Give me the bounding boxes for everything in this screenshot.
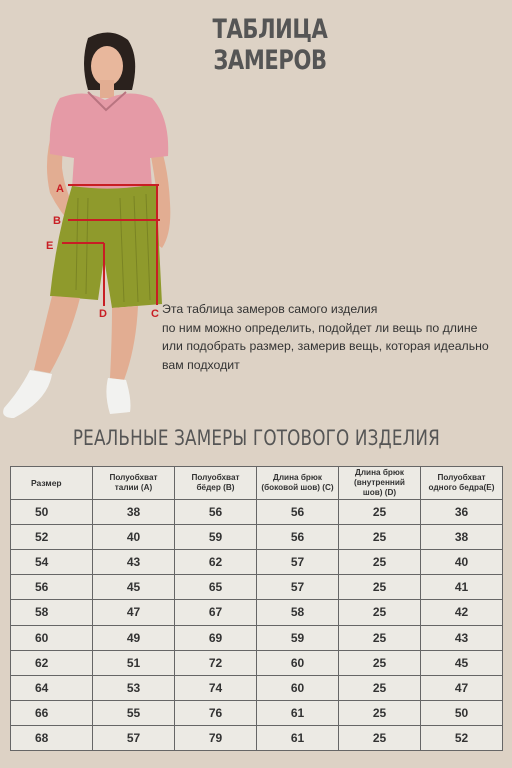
table-subtitle-text: РЕАЛЬНЫЕ ЗАМЕРЫ ГОТОВОГО ИЗДЕЛИЯ (72, 426, 440, 450)
table-header-row (11, 467, 503, 500)
measure-cell: 52 (421, 725, 503, 750)
label-e: E (46, 240, 54, 252)
table-header-cell (175, 467, 257, 500)
measure-cell: 56 (257, 525, 339, 550)
measure-cell: 25 (339, 550, 421, 575)
measure-cell: 25 (339, 700, 421, 725)
measure-cell: 60 (257, 675, 339, 700)
measure-cell: 47 (421, 675, 503, 700)
table-header-text: бёдер (В) (196, 483, 235, 493)
table-header-text: Размер (31, 478, 62, 489)
table-header-cell (93, 467, 175, 500)
table-header-text: (боковой шов) (С) (261, 483, 334, 493)
measure-cell: 59 (175, 525, 257, 550)
measure-cell: 57 (257, 550, 339, 575)
measure-cell: 25 (339, 675, 421, 700)
table-header-cell (257, 467, 339, 500)
table-header-text: Полуобхват (109, 473, 158, 483)
measure-cell: 51 (93, 650, 175, 675)
measure-cell: 57 (93, 725, 175, 750)
table-row (11, 600, 503, 625)
measure-cell: 61 (257, 700, 339, 725)
measure-cell: 67 (175, 600, 257, 625)
size-cell: 52 (11, 525, 93, 550)
label-c: C (151, 308, 159, 320)
size-cell: 68 (11, 725, 93, 750)
measure-cell: 40 (93, 525, 175, 550)
measure-cell: 59 (257, 625, 339, 650)
size-cell: 62 (11, 650, 93, 675)
size-table (10, 466, 503, 751)
table-row (11, 525, 503, 550)
measure-cell: 42 (421, 600, 503, 625)
measure-cell: 56 (257, 500, 339, 525)
measure-cell: 50 (421, 700, 503, 725)
measure-cell: 36 (421, 500, 503, 525)
table-row (11, 625, 503, 650)
measure-cell: 25 (339, 600, 421, 625)
measure-cell: 25 (339, 500, 421, 525)
table-row (11, 550, 503, 575)
table-header-text: одного бедра(Е) (428, 483, 495, 493)
description-line: вам подходит (162, 357, 240, 372)
table-header-cell (421, 467, 503, 500)
measure-cell: 65 (175, 575, 257, 600)
table-header-text: Полуобхват (191, 473, 240, 483)
measure-cell: 25 (339, 725, 421, 750)
label-d: D (99, 308, 107, 320)
size-cell: 50 (11, 500, 93, 525)
page-title: ТАБЛИЦА ЗАМЕРОВ (212, 14, 328, 76)
table-header-text: (внутренний (354, 478, 405, 488)
measure-cell: 60 (257, 650, 339, 675)
table-header-text: Длина брюк (273, 473, 322, 483)
measure-cell: 76 (175, 700, 257, 725)
measure-cell: 43 (421, 625, 503, 650)
label-b: B (53, 215, 61, 227)
size-cell: 58 (11, 600, 93, 625)
description-line: или подобрать размер, замерив вещь, которая идеально (162, 339, 489, 353)
measure-cell: 58 (257, 600, 339, 625)
size-cell: 54 (11, 550, 93, 575)
measure-cell: 55 (93, 700, 175, 725)
measure-cell: 61 (257, 725, 339, 750)
measure-cell: 79 (175, 725, 257, 750)
table-header-text: талии (А) (114, 483, 153, 493)
table-row (11, 725, 503, 750)
measure-cell: 69 (175, 625, 257, 650)
label-a: A (56, 183, 64, 195)
measure-cell: 62 (175, 550, 257, 575)
table-row (11, 675, 503, 700)
measure-cell: 53 (93, 675, 175, 700)
table-header-text: шов) (D) (362, 488, 397, 498)
measure-cell: 56 (175, 500, 257, 525)
measure-cell: 41 (421, 575, 503, 600)
size-cell: 64 (11, 675, 93, 700)
description (162, 300, 507, 374)
table-header-text: Полуобхват (437, 473, 486, 483)
measure-cell: 25 (339, 525, 421, 550)
description-line: Эта таблица замеров самого изделия (162, 302, 378, 316)
measure-cell: 38 (421, 525, 503, 550)
measure-cell: 74 (175, 675, 257, 700)
table-row (11, 700, 503, 725)
size-cell: 56 (11, 575, 93, 600)
table-subtitle (0, 426, 512, 450)
measure-cell: 57 (257, 575, 339, 600)
measure-cell: 38 (93, 500, 175, 525)
description-line: по ним можно определить, подойдет ли вещь по длине (162, 320, 478, 335)
measure-cell: 72 (175, 650, 257, 675)
measure-cell: 43 (93, 550, 175, 575)
measure-cell: 25 (339, 625, 421, 650)
measure-cell: 45 (421, 650, 503, 675)
size-cell: 60 (11, 625, 93, 650)
size-cell: 66 (11, 700, 93, 725)
measure-cell: 49 (93, 625, 175, 650)
measure-cell: 45 (93, 575, 175, 600)
table-header-cell (11, 467, 93, 500)
table-row (11, 575, 503, 600)
table-row (11, 650, 503, 675)
measure-cell: 40 (421, 550, 503, 575)
table-header-cell (339, 467, 421, 500)
table-header-text: Длина брюк (355, 468, 404, 478)
measure-cell: 25 (339, 575, 421, 600)
measure-cell: 47 (93, 600, 175, 625)
measure-cell: 25 (339, 650, 421, 675)
table-row (11, 500, 503, 525)
